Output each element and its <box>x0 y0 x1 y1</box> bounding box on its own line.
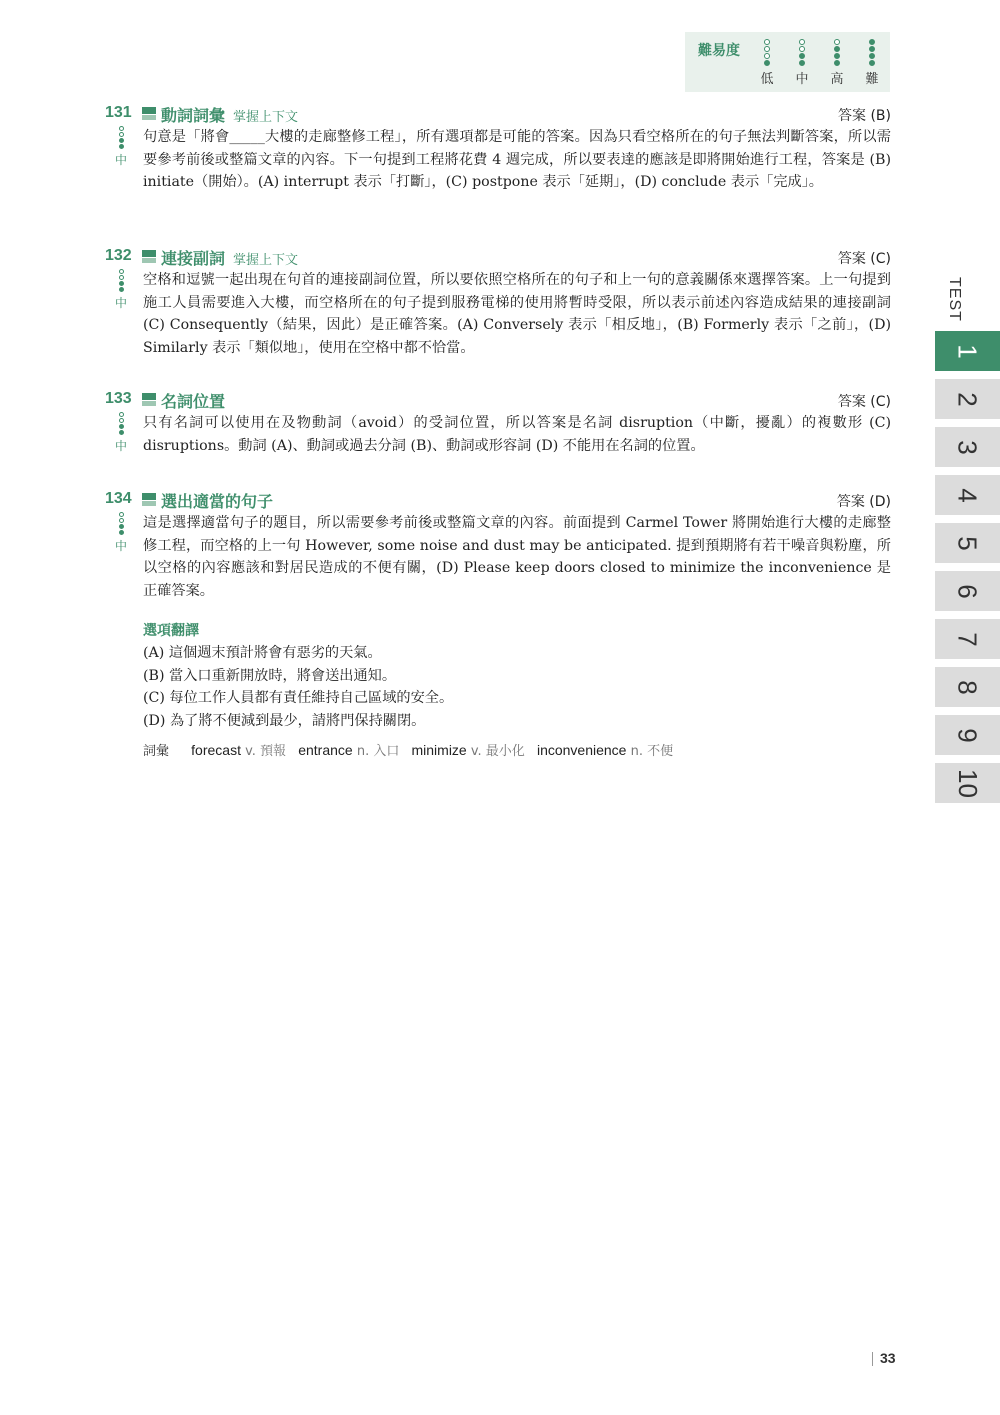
vocab-definition: v. 最小化 <box>470 744 525 759</box>
vocabulary-list <box>143 740 891 762</box>
legend-title: 難易度 <box>698 43 740 59</box>
question-category: 連接副詞 <box>161 249 226 268</box>
tab-test-4[interactable]: 4 <box>935 475 1000 515</box>
explanation-text: 這是選擇適當句子的題目，所以需要參考前後或整篇文章的內容。前面提到 Carmel Tower 將開始進行大樓的走廊整修工程，而空格的上一句 However, some noise and dust may be anticipated. 提到預期將有若干噪音與粉塵，所以空格的內容應該和對居民造成的不便有關，(D) Please keep doors closed to minimize the inconvenience 是正確答案。 選項翻譯 (A) 這個週末預計將會有惡劣的天氣。 (B) 當入口重新開放時，將會送出通知。 (C) 每位工作人員都有責任維持自己區域的安全。 (D) 為了將不便減到最少，請將門保持關閉。 詞彙 forecast v. 預報 entrance n. 入口 minimize v. 最小化 inconvenience n. 不便 <box>143 512 891 762</box>
answer-label: 答案 (B) <box>838 108 891 124</box>
level-dots-icon <box>792 39 812 66</box>
level-dots-icon <box>757 39 777 66</box>
translation-line: (B) 當入口重新開放時，將會送出通知。 <box>143 667 397 684</box>
level-dots-icon <box>827 39 847 66</box>
vocabulary-label: 詞彙 <box>143 744 170 759</box>
answer-label: 答案 (C) <box>837 394 891 410</box>
question-subtitle: 掌握上下文 <box>233 110 299 125</box>
difficulty-indicator: 中 <box>114 512 128 554</box>
tab-test-9[interactable]: 9 <box>935 715 1000 755</box>
legend-level-mid: 中 <box>792 39 812 87</box>
test-label: TEST <box>946 277 963 322</box>
question-number: 132 <box>105 247 132 264</box>
difficulty-legend <box>685 32 890 92</box>
question-number: 133 <box>105 390 132 407</box>
tab-test-2[interactable]: 2 <box>935 379 1000 419</box>
vocab-word: forecast <box>191 742 241 758</box>
translation-line: (C) 每位工作人員都有責任維持自己區域的安全。 <box>143 690 454 706</box>
legend-level-low: 低 <box>757 39 777 87</box>
vocab-word: entrance <box>298 742 353 758</box>
vocab-definition: n. 不便 <box>630 744 674 759</box>
level-dots-icon <box>862 39 882 66</box>
explanation-text: 只有名詞可以使用在及物動詞（avoid）的受詞位置，所以答案是名詞 disruption（中斷，擾亂）的複數形 (C) disruptions。動詞 (A)、動詞或過去分詞 (B)、動詞或形容詞 (D) 不能用在名詞的位置。 <box>143 415 891 454</box>
question-132 <box>105 247 891 359</box>
translation-title: 選項翻譯 <box>143 623 199 639</box>
section-marker-icon <box>142 493 156 506</box>
question-category: 選出適當的句子 <box>161 492 274 511</box>
question-134 <box>105 490 891 762</box>
page-number: 33 <box>880 1350 896 1366</box>
legend-level-high: 高 <box>827 39 847 87</box>
tab-test-3[interactable]: 3 <box>935 427 1000 467</box>
question-number: 131 <box>105 104 132 121</box>
difficulty-indicator: 中 <box>114 269 128 311</box>
question-number: 134 <box>105 490 132 507</box>
question-131 <box>105 104 891 194</box>
tab-test-6[interactable]: 6 <box>935 571 1000 611</box>
question-subtitle: 掌握上下文 <box>233 253 299 268</box>
legend-level-hard: 難 <box>862 39 882 87</box>
section-marker-icon <box>142 107 156 120</box>
explanation-text: 空格和逗號一起出現在句首的連接副詞位置，所以要依照空格所在的句子和上一句的意義關係來選擇答案。上一句提到施工人員需要進入大樓，而空格所在的句子提到服務電梯的使用將暫時受限，所以表示前述內容造成結果的連接副詞 (C) Consequently（結果，因此）是正確答案。(A) Conversely 表示「相反地」，(B) Formerly 表示「之前」，(D) Similarly 表示「類似地」，使用在空格中都不恰當。 <box>143 272 891 356</box>
translation-line: (A) 這個週末預計將會有惡劣的天氣。 <box>143 645 382 661</box>
question-133 <box>105 390 891 457</box>
tab-test-10[interactable]: 10 <box>935 763 1000 803</box>
footer-divider <box>872 1352 873 1366</box>
vocab-definition: v. 預報 <box>245 744 287 759</box>
answer-label: 答案 (C) <box>837 251 891 267</box>
translation-line: (D) 為了將不便減到最少，請將門保持關閉。 <box>143 712 426 729</box>
tab-test-5[interactable]: 5 <box>935 523 1000 563</box>
answer-label: 答案 (D) <box>836 494 891 510</box>
tab-test-7[interactable]: 7 <box>935 619 1000 659</box>
vocab-definition: n. 入口 <box>356 744 400 759</box>
section-marker-icon <box>142 393 156 406</box>
question-category: 名詞位置 <box>161 392 226 411</box>
difficulty-indicator: 中 <box>114 412 128 454</box>
tab-test-8[interactable]: 8 <box>935 667 1000 707</box>
vocab-word: inconvenience <box>536 742 627 758</box>
explanation-text: 句意是「將會_____大樓的走廊整修工程」，所有選項都是可能的答案。因為只看空格所在的句子無法判斷答案，所以需要參考前後或整篇文章的內容。下一句提到工程將花費 4 週完成，所以要表達的應該是即將開始進行工程，答案是 (B) initiate（開始）。(A) interrupt 表示「打斷」，(C) postpone 表示「延期」，(D) conclude 表示「完成」。 <box>143 129 891 190</box>
question-category: 動詞詞彙 <box>161 106 226 125</box>
tab-test-1[interactable]: 1 <box>935 331 1000 371</box>
section-marker-icon <box>142 250 156 263</box>
vocab-word: minimize <box>411 742 467 758</box>
difficulty-indicator: 中 <box>114 126 128 168</box>
